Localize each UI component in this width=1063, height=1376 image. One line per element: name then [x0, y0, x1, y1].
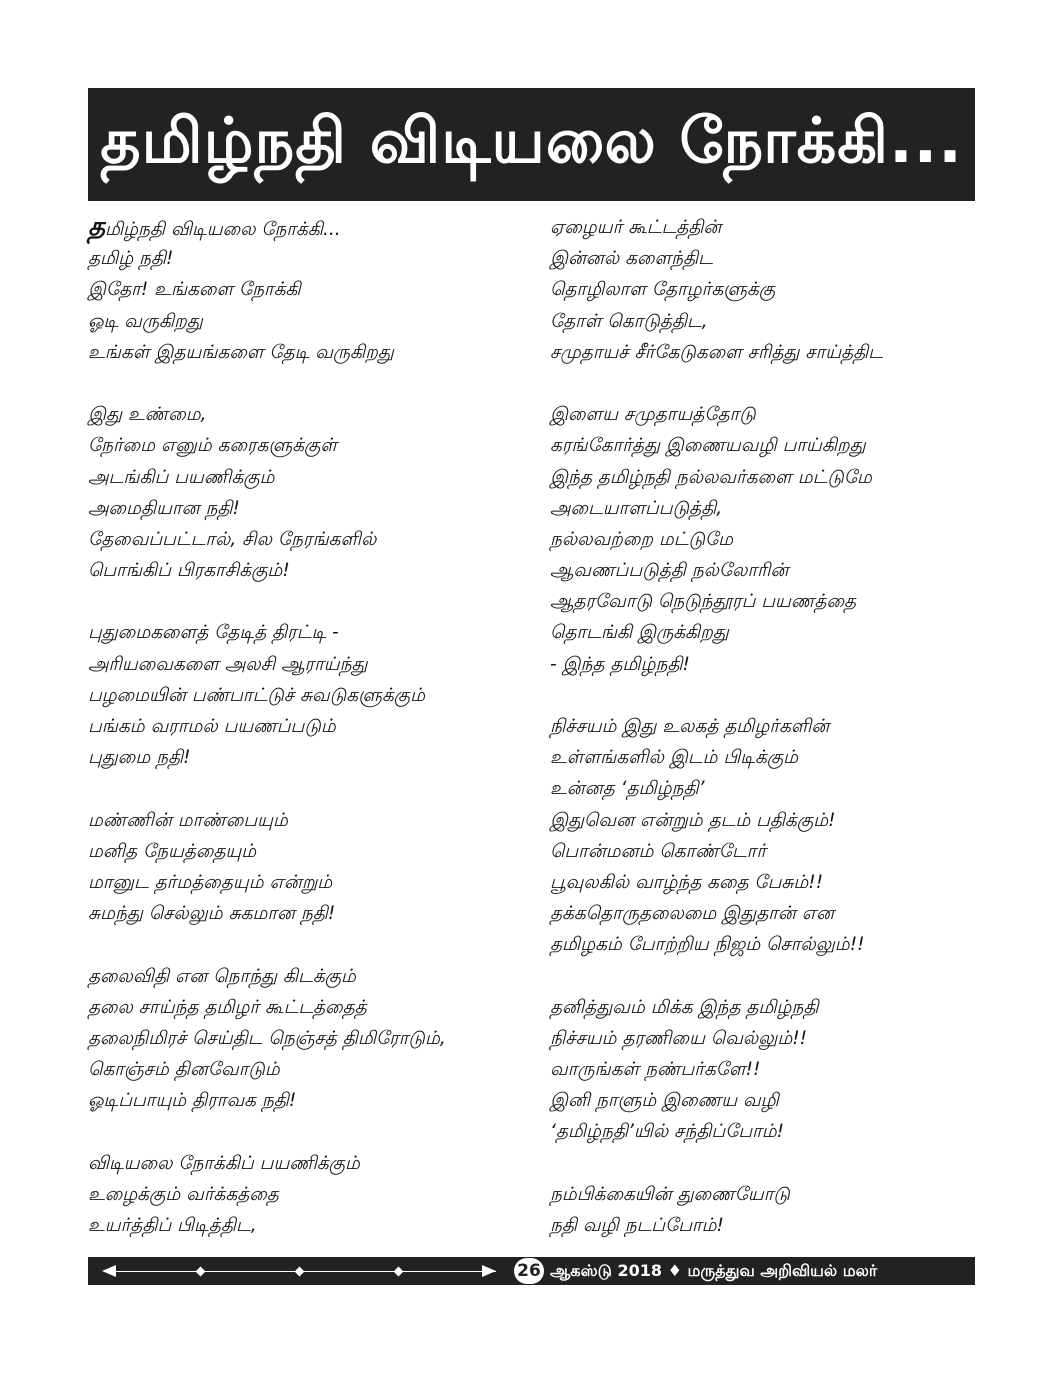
poem-line — [550, 1179, 970, 1210]
poem-line — [550, 274, 970, 305]
poem-line-text: பழமையின் பண்பாட்டுச் சுவடுகளுக்கும் — [88, 684, 425, 706]
poem-line-text: நிச்சயம் இது உலகத் தமிழர்களின் — [550, 716, 830, 737]
stanza-gap — [550, 680, 970, 711]
poem-line-text: பொங்கிப் பிரகாசிக்கும்! — [88, 560, 290, 582]
poem-line-text: அடங்கிப் பயணிக்கும் — [88, 466, 275, 488]
poem-line-text: ஓடிப்பாயும் திராவக நதி! — [88, 1090, 297, 1112]
poem-line — [88, 430, 528, 461]
poem-line-text: கரங்கோர்த்து இணையவழி பாய்கிறது — [550, 435, 866, 457]
poem-line-text: இந்த தமிழ்நதி நல்லவர்களை மட்டுமே — [550, 466, 872, 488]
poem-line — [550, 462, 970, 493]
poem-column-left — [88, 212, 528, 1241]
poem-line — [88, 992, 528, 1023]
poem-line — [550, 1085, 970, 1116]
poem-line-text: நிச்சயம் தரணியை வெல்லும்!! — [550, 1027, 808, 1049]
drop-cap: த — [88, 212, 105, 242]
poem-line — [88, 243, 528, 274]
poem-line-text: இதுவென என்றும் தடம் பதிக்கும்! — [550, 809, 836, 831]
poem-line-text: உங்கள் இதயங்களை தேடி வருகிறது — [88, 341, 394, 363]
poem-line — [88, 462, 528, 493]
poem-line — [550, 212, 970, 243]
poem-line — [88, 399, 528, 430]
poem-line — [550, 711, 970, 742]
poem-line — [550, 898, 970, 929]
poem-line-text: தமிழ் நதி! — [88, 248, 174, 270]
stanza-gap — [550, 961, 970, 992]
stanza-gap — [88, 929, 528, 960]
poem-line-text: பூவுலகில் வாழ்ந்த கதை பேசும்!! — [550, 871, 824, 893]
poem-line-text: ஏழையர் கூட்டத்தின் — [550, 217, 722, 238]
poem-line-text: நம்பிக்கையின் துணையோடு — [550, 1183, 790, 1205]
poem-line — [88, 961, 528, 992]
poem-line — [550, 399, 970, 430]
poem-line — [88, 617, 528, 648]
stanza-gap — [550, 1148, 970, 1179]
poem-line-text: ஆதரவோடு நெடுந்தூரப் பயணத்தை — [550, 591, 857, 613]
poem-line — [550, 992, 970, 1023]
poem-line — [550, 306, 970, 337]
poem-line — [88, 867, 528, 898]
poem-line — [88, 805, 528, 836]
stanza-gap — [88, 586, 528, 617]
poem-line-text: புதுமைகளைத் தேடித் திரட்டி - — [88, 622, 339, 644]
poem-line-text: தேவைப்பட்டால், சில நேரங்களில் — [88, 528, 377, 550]
footer-ornament-arrow-left — [102, 1265, 116, 1277]
poem-line-text: தக்கதொருதலைமை இதுதான் என — [550, 903, 835, 925]
poem-line-text: ஆவணப்படுத்தி நல்லோரின் — [550, 560, 789, 582]
poem-line — [550, 742, 970, 773]
poem-line-text: தோள் கொடுத்திட, — [550, 310, 708, 332]
title-banner — [88, 88, 975, 201]
poem-column-right — [550, 212, 970, 1241]
poem-line — [88, 1023, 528, 1054]
poem-line — [550, 649, 970, 680]
footer-ornament-arrow-right — [482, 1265, 496, 1277]
poem-line — [88, 1054, 528, 1085]
stanza-gap — [88, 773, 528, 804]
poem-line-text: பொன்மனம் கொண்டோர் — [550, 840, 766, 862]
poem-line — [550, 836, 970, 867]
poem-line — [88, 524, 528, 555]
poem-line-text: தமிழகம் போற்றிய நிஜம் சொல்லும்!! — [550, 934, 865, 956]
footer-publication: ஆகஸ்டு 2018 ♦ மருத்துவ அறிவியல் மலர் — [550, 1261, 878, 1280]
poem-line — [550, 1210, 970, 1241]
page-number: 26 — [514, 1258, 544, 1284]
poem-line-text: அரியவைகளை அலசி ஆராய்ந்து — [88, 653, 368, 675]
poem-line-text: ‘தமிழ்நதி’யில் சந்திப்போம்! — [550, 1121, 785, 1143]
poem-line — [88, 898, 528, 929]
stanza-gap — [550, 368, 970, 399]
poem-line-text: புதுமை நதி! — [88, 747, 191, 769]
poem-line — [550, 555, 970, 586]
poem-line — [88, 1085, 528, 1116]
poem-line — [550, 430, 970, 461]
poem-line — [550, 773, 970, 804]
poem-line — [550, 1116, 970, 1147]
poem-line — [88, 1210, 528, 1241]
poem-line — [88, 649, 528, 680]
poem-line-text: உள்ளங்களில் இடம் பிடிக்கும் — [550, 747, 799, 769]
poem-line — [88, 212, 528, 243]
poem-line — [550, 867, 970, 898]
poem-line-text: உயர்த்திப் பிடித்திட, — [88, 1215, 257, 1236]
poem-line — [550, 617, 970, 648]
poem-line-text: விடியலை நோக்கிப் பயணிக்கும் — [88, 1152, 360, 1174]
poem-line — [88, 306, 528, 337]
poem-line-text: தொடங்கி இருக்கிறது — [550, 622, 729, 644]
poem-line — [550, 1023, 970, 1054]
poem-line-text: இது உண்மை, — [88, 404, 207, 426]
poem-line-text: வாருங்கள் நண்பர்களே!! — [550, 1059, 761, 1081]
poem-line — [88, 555, 528, 586]
poem-line — [550, 524, 970, 555]
poem-line — [550, 929, 970, 960]
poem-line-text: தலை சாய்ந்த தமிழர் கூட்டத்தைத் — [88, 996, 367, 1018]
poem-line-text: நல்லவற்றை மட்டுமே — [550, 528, 734, 550]
poem-line-text: மண்ணின் மாண்பையும் — [88, 809, 288, 831]
poem-line-text: இன்னல் களைந்திட — [550, 248, 713, 270]
poem-line-text: இனி நாளும் இணைய வழி — [550, 1090, 779, 1112]
poem-line — [550, 493, 970, 524]
poem-line-text: இளைய சமுதாயத்தோடு — [550, 404, 756, 426]
poem-line-text: - இந்த தமிழ்நதி! — [550, 653, 690, 675]
poem-line-text: சுமந்து செல்லும் சுகமான நதி! — [88, 903, 336, 925]
poem-line-text: தொழிலாள தோழர்களுக்கு — [550, 279, 776, 301]
poem-line-text: உழைக்கும் வர்க்கத்தை — [88, 1183, 279, 1205]
poem-line — [550, 243, 970, 274]
poem-line-text: பங்கம் வராமல் பயணப்படும் — [88, 716, 336, 737]
poem-line-text: மிழ்நதி விடியலை நோக்கி... — [104, 219, 341, 240]
poem-line — [550, 586, 970, 617]
poem-line — [88, 1179, 528, 1210]
poem-line — [88, 1148, 528, 1179]
poem-line-text: அடையாளப்படுத்தி, — [550, 497, 723, 519]
poem-line — [550, 805, 970, 836]
poem-line-text: மானுட தர்மத்தையும் என்றும் — [88, 871, 333, 893]
poem-line — [550, 1054, 970, 1085]
poem-line-text: தலைவிதி என நொந்து கிடக்கும் — [88, 965, 356, 987]
poem-line-text: தனித்துவம் மிக்க இந்த தமிழ்நதி — [550, 996, 819, 1018]
poem-line — [88, 337, 528, 368]
page-title: தமிழ்நதி விடியலை நோக்கி... — [100, 103, 963, 177]
stanza-gap — [88, 368, 528, 399]
poem-line — [88, 493, 528, 524]
poem-line-text: ஓடி வருகிறது — [88, 310, 203, 332]
poem-line-text: நதி வழி நடப்போம்! — [550, 1215, 724, 1236]
poem-line-text: சமுதாயச் சீர்கேடுகளை சரித்து சாய்த்திட — [550, 341, 884, 363]
poem-line-text: தலைநிமிரச் செய்திட நெஞ்சத் திமிரோடும், — [88, 1027, 446, 1049]
poem-line — [88, 711, 528, 742]
poem-line — [550, 337, 970, 368]
poem-line — [88, 742, 528, 773]
stanza-gap — [88, 1116, 528, 1147]
poem-line-text: அமைதியான நதி! — [88, 497, 240, 519]
poem-line-text: உன்னத ‘தமிழ்நதி’ — [550, 778, 705, 800]
poem-line — [88, 680, 528, 711]
poem-line-text: கொஞ்சம் தினவோடும் — [88, 1059, 280, 1081]
poem-line — [88, 836, 528, 867]
poem-line-text: மனித நேயத்தையும் — [88, 840, 257, 862]
poem-line — [88, 274, 528, 305]
poem-line-text: இதோ! உங்களை நோக்கி — [88, 279, 301, 301]
poem-line-text: நேர்மை எனும் கரைகளுக்குள் — [88, 435, 338, 457]
